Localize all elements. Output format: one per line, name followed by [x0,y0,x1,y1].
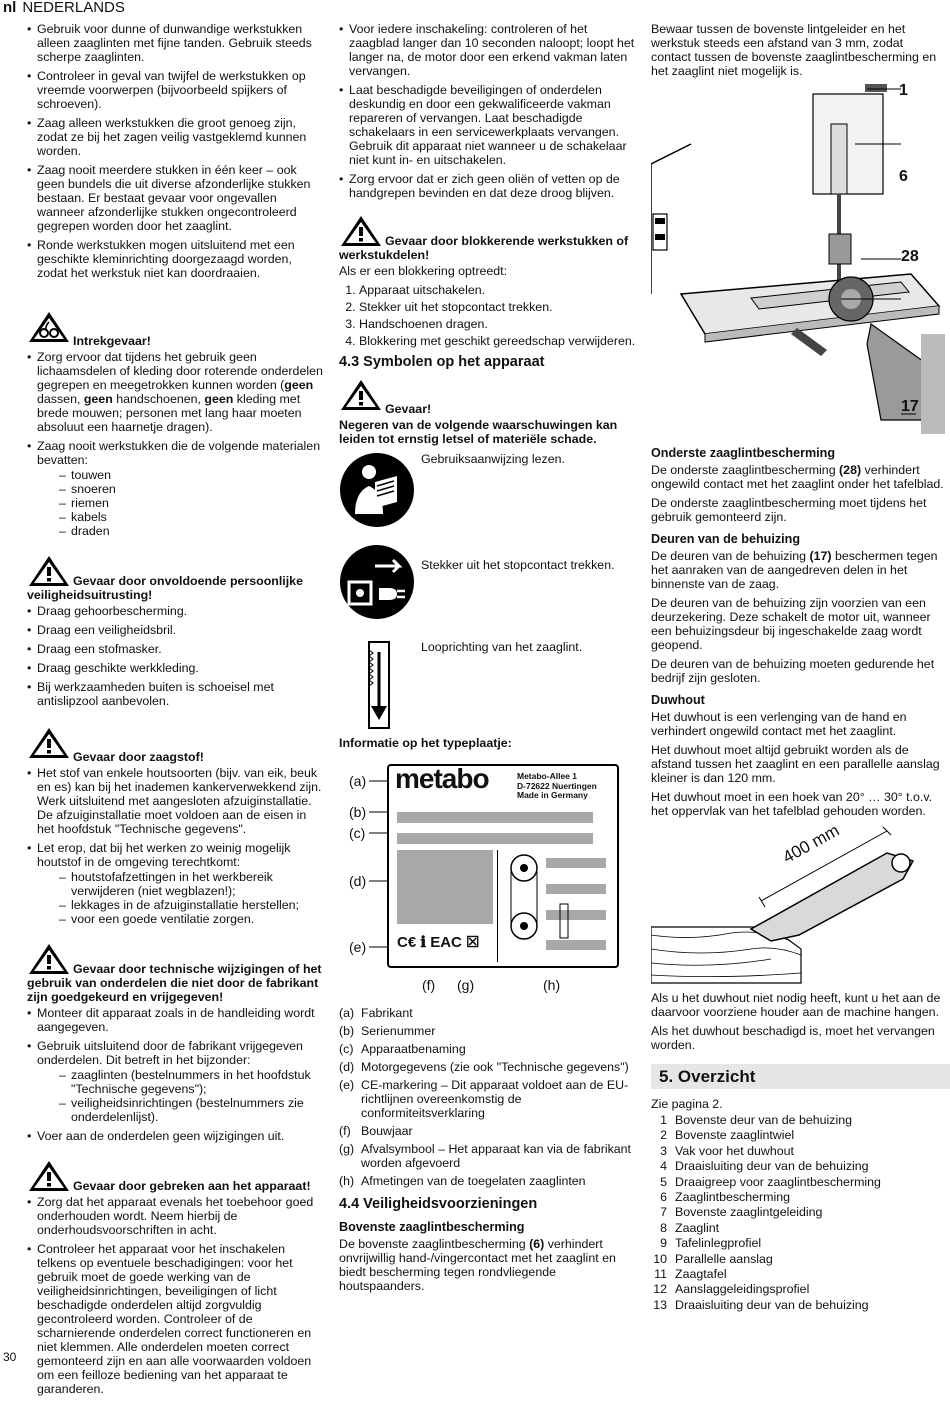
list-item: • Zaag nooit meerdere stukken in één keer – ook geen bundels die uit diverse afzonderlijke stukken bestaan. Er bestaat gevaar voor ongevallen wanneer afzonderlijke stukken ongecontroleerd gegrepen worden door het zaaglint. [27,163,324,233]
doors-text-3: De deuren van de behuizing moeten gedurende het bedrijf zijn gesloten. [651,657,935,685]
motor-data-field [397,850,493,924]
symbol-read-manual [339,452,636,544]
read-manual-icon [339,452,415,528]
list-item: • Let erop, dat bij het werken zo weinig mogelijk houtstof in de omgeving terechtkomt: – houtstofafzettingen in het werkbereik verwijderen (niet wegblazen!); – lekkages in de afzuiginstallatie herstellen; – voor een goede ventilatie zorgen. [27,841,324,926]
column-3 [651,22,945,1313]
symbol-read-manual-text: Gebruiksaanwijzing lezen. [421,452,565,466]
push-stick-text-3: Het duwhout moet in een hoek van 20° … 30° t.o.v. het oppervlak van het tafelblad gehouden worden. [651,790,933,818]
serial-field [397,812,593,823]
overview-item: 10 Parallelle aanslag [653,1251,773,1266]
push-stick-dimension: 400 mm [779,820,843,867]
plate-label-f: (f) [422,977,436,993]
tech-change-hazard-heading [27,942,324,1004]
sub-item: – veiligheidsinrichtingen (bestelnummers zie onderdelenlijst). [59,1096,324,1124]
overview-item: 13 Draaisluiting deur van de behuizing [653,1297,869,1312]
list-item: • Draag gehoorbescherming. [27,604,324,618]
warning-triangle-icon [339,378,383,412]
type-plate-heading: Informatie op het typeplaatje: [339,736,512,750]
overview-list [651,1113,945,1312]
defect-hazard-heading [27,1159,324,1193]
column-1 [27,22,324,1401]
materials-list [37,468,324,538]
blocking-hazard-title: Gevaar door blokkerende werkstukken of werkstukdelen! [339,234,629,262]
lower-guard-note: De onderste zaaglintbescherming moet tijdens het gebruik gemonteerd zijn. [651,496,927,524]
warning-triangle-icon [27,726,71,760]
device-name-field [397,833,593,844]
lang-code: nl [3,0,17,16]
doors-text-1: De deuren van de behuizing (17) beschermen tegen het aanraken van de aangedreven delen in het binnenste van de zaag. [651,549,938,591]
doors-text-2: De deuren van de behuizing zijn voorzien van een deurzekering. Deze schakelt de motor uit, wanneer een behuizingsdeur bij ingeschakelde zaag wordt geopend. [651,596,931,652]
list-item: • Het stof van enkele houtsoorten (bijv. van eik, beuk en es) kan bij het inademen kankerverwekkend zijn. Werk uitsluitend met aangesloten afzuiginstallatie. De afzuiginstallatie moet voldoen aan de eisen in het hoofdstuk "Technische gegevens". [27,766,324,836]
danger-title: Gevaar! [385,402,432,416]
push-stick-heading: Duwhout [651,693,705,707]
upper-guard-heading: Bovenste zaaglintbescherming [339,1220,525,1234]
overview-item: 5 Draaigreep voor zaaglintbescherming [660,1174,881,1189]
symbol-unplug [339,544,636,640]
list-item: • Zaag alleen werkstukken die groot genoeg zijn, zodat ze bij het zagen veilig vastgeklemd kunnen worden. [27,116,324,158]
push-stick-illustration [651,820,945,991]
switch-check-list [339,22,636,200]
legend-item: (d) Motorgegevens (zie ook "Technische gegevens") [339,1060,629,1074]
language-name: NEDERLANDS [22,0,125,16]
plate-brand: metabo [395,763,489,794]
dust-sublist [37,870,324,926]
blade-dimensions-area [497,850,612,962]
intake-hazard-list [27,350,324,538]
unplug-icon [339,544,415,620]
list-item: • Draag geschikte werkkleding. [27,661,324,675]
callout-1: 1 [899,82,908,99]
list-item: • Zorg ervoor dat tijdens het gebruik geen lichaamsdelen of kleding door roterende onderdelen gegrepen en meegetrokken kunnen worden (geen dassen, geen handschoenen, geen kleding met brede mouwen; personen met lang haar moeten absoluut een haarnetje dragen). [27,350,324,434]
section-4-3-heading: 4.3 Symbolen op het apparaat [339,354,545,370]
overview-item: 1 Bovenste deur van de behuizing [660,1113,853,1127]
dust-list [27,766,324,926]
lower-guard-text: De onderste zaaglintbescherming (28) verhindert ongewild contact met het zaaglint onder het tafelblad. [651,463,944,491]
list-item: • Gebruik voor dunne of dunwandige werkstukken alleen zaaglinten met fijne tanden. Gebruik steeds scherpe zaaglinten. [27,22,324,64]
list-item: • Zaag nooit werkstukken die de volgende materialen bevatten: – touwen – snoeren – riemen – kabels – draden [27,439,324,538]
tech-sublist [37,1068,324,1124]
push-stick-text-2: Het duwhout moet altijd gebruikt worden als de afstand tussen het zaaglint en een parallelle aanslag kleiner is dan 120 mm. [651,743,940,785]
list-item: • Voor iedere inschakeling: controleren of het zaagblad langer dan 10 seconden naloopt; loopt het langer na, de motor door een erkend vakman laten vervangen. [339,22,636,78]
sub-item: – zaaglinten (bestelnummers in het hoofdstuk "Technische gegevens"); [59,1068,324,1096]
overview-item: 12 Aanslaggeleidingsprofiel [653,1282,810,1297]
legend-item: (h) Afmetingen van de toegelaten zaaglinten [339,1174,586,1188]
type-plate [387,764,619,968]
intake-hazard-title: Intrekgevaar! [73,334,151,348]
warning-triangle-icon [339,214,383,248]
page-header [3,0,125,16]
sub-item: – lekkages in de afzuiginstallatie herstellen; [59,898,324,912]
overview-item: 4 Draaisluiting deur van de behuizing [660,1159,869,1174]
dust-hazard-title: Gevaar door zaagstof! [73,750,204,764]
legend-item: (f) Bouwjaar [339,1124,413,1138]
ppe-list [27,604,324,708]
section-5-heading: 5. Overzicht [651,1064,950,1089]
upper-guard-text: De bovenste zaaglintbescherming (6) verhindert onvrijwillig hand-/vingercontact met het zaaglint en biedt bescherming tegen rondvliegende houtspaanders. [339,1237,616,1293]
defect-hazard-title: Gevaar door gebreken aan het apparaat! [73,1179,311,1193]
list-item: • Voer aan de onderdelen geen wijzigingen uit. [27,1129,324,1143]
lower-guard-heading: Onderste zaaglintbescherming [651,446,836,460]
see-page-note: Zie pagina 2. [651,1097,723,1111]
plate-label-e: (e) [349,939,367,955]
overview-item: 9 Tafelinlegprofiel [660,1236,762,1251]
ce-marking: C€ ℹ EAC ☒ [397,934,480,951]
list-item: • Controleer in geval van twijfel de werkstukken op vreemde voorwerpen (bijvoorbeeld spijkers of schroeven). [27,69,324,111]
tech-change-hazard-title: Gevaar door technische wijzigingen of het gebruik van onderdelen die niet door de fabrikant zijn goedgekeurd en vrijgegeven! [27,962,322,1004]
warning-triangle-icon [27,942,71,976]
legend-item: (c) Apparaatbenaming [339,1042,466,1056]
callout-6: 6 [899,168,908,185]
material-item: – kabels [59,510,324,524]
legend-item: (e) CE-markering – Dit apparaat voldoet aan de EU-richtlijnen overeenkomstig de conformiteitsverklaring [339,1078,629,1120]
plate-label-a: (a) [349,773,367,789]
defect-list [27,1195,324,1396]
list-item: • Draag een stofmasker. [27,642,324,656]
plate-label-g: (g) [457,977,475,993]
overview-item: 7 Bovenste zaaglintgeleiding [660,1205,823,1220]
page-number: 30 [3,1350,17,1364]
list-item: • Draag een veiligheidsbril. [27,623,324,637]
push-stick-text-5: Als het duwhout beschadigd is, moet het vervangen worden. [651,1024,935,1052]
list-item: • Zorg dat het apparaat evenals het toebehoor goed onderhouden wordt. Neem hierbij de onderhoudsvoorschriften in acht. [27,1195,324,1237]
overview-item: 8 Zaaglint [660,1220,720,1235]
tech-change-list [27,1006,324,1143]
gap-instruction: Bewaar tussen de bovenste lintgeleider en het werkstuk steeds een afstand van 3 mm, zodat contact tussen de bovenste zaaglintbescherming en het zaaglint niet mogelijk is. [651,22,937,78]
list-item: • Gebruik uitsluitend door de fabrikant vrijgegeven onderdelen. Dit betreft in het bijzonder: – zaaglinten (bestelnummers in het hoofdstuk "Technische gegevens"); – veiligheidsinrichtingen (bestelnummers zie onderdelenlijst). [27,1039,324,1124]
section-4-4-heading: 4.4 Veiligheidsvoorzieningen [339,1196,538,1212]
legend-item: (a) Fabrikant [339,1006,413,1020]
step-item: 4. Blokkering met geschikt gereedschap verwijderen. [359,334,636,348]
list-item: • Ronde werkstukken mogen uitsluitend met een geschikte kleminrichting doorgezaagd worden, zodat het werkstuk niet kan doordraaien. [27,238,324,280]
blade-direction-icon [367,640,427,732]
overview-item: 3 Vak voor het duwhout [660,1143,794,1158]
list-item: • Bij werkzaamheden buiten is schoeisel met antislipzool aanbevolen. [27,680,324,708]
legend-item: (b) Serienummer [339,1024,436,1038]
danger-heading [339,378,636,416]
legend-item: (g) Afvalsymbool – Het apparaat kan via de fabrikant worden afgevoerd [339,1142,631,1170]
step-item: 2. Stekker uit het stopcontact trekken. [359,300,636,314]
blocking-hazard-heading [339,214,636,262]
sub-item: – voor een goede ventilatie zorgen. [59,912,324,926]
blocking-intro: Als er een blokkering optreedt: [339,264,508,278]
blocking-steps [339,283,636,348]
overview-item: 11 Zaagtafel [654,1266,727,1281]
doors-heading: Deuren van de behuizing [651,532,801,546]
list-item: • Zorg ervoor dat er zich geen oliën of vetten op de handgrepen bevinden en dat deze droog blijven. [339,172,636,200]
symbol-unplug-text: Stekker uit het stopcontact trekken. [421,558,615,572]
ppe-hazard-title: Gevaar door onvoldoende persoonlijke veiligheidsuitrusting! [27,574,303,602]
list-item: • Controleer het apparaat voor het inschakelen telkens op eventuele beschadigingen: voor het gebruik moet de goede werking van de veiligheidsinrichtingen, beveiligingen of licht beschadigde onderdelen altijd zorgvuldig gecontroleerd worden. Controleer of de scharnierende onderdelen correct functioneren en niet klemmen. Alle onderdelen moeten correct gemonteerd zijn en aan alle voorwaarden voldoen om een feilloze bediening van het apparaat te garanderen. [27,1242,324,1396]
warning-triangle-icon [27,1159,71,1193]
plate-label-c: (c) [349,825,366,841]
symbol-blade-direction [339,640,636,732]
list-item: • Monteer dit apparaat zoals in de handleiding wordt aangegeven. [27,1006,324,1034]
material-item: – snoeren [59,482,324,496]
saw-wheels-icon [498,850,612,962]
step-item: 3. Handschoenen dragen. [359,317,636,331]
callout-28: 28 [901,248,919,265]
dust-hazard-heading [27,726,324,764]
plate-address: Metabo-Allee 1 D-72622 Nuertingen Made in Germany [517,771,597,800]
callout-17: 17 [901,398,919,415]
plate-legend [339,1006,636,1188]
warning-triangle-icon [27,554,71,588]
material-item: – draden [59,524,324,538]
push-stick-text-1: Het duwhout is een verlenging van de hand en verhindert ongewild contact met het zaaglint. [651,710,907,738]
ppe-hazard-heading [27,554,324,602]
list-item: • Laat beschadigde beveiligingen of onderdelen deskundig en door een gekwalificeerde vakman repareren of vervangen. Laat beschadigde schakelaars in een servicewerkplaats vervangen. Gebruik dit apparaat niet wanneer u de schakelaar niet kunt in- en uitschakelen. [339,83,636,167]
column-2 [339,22,636,1298]
workpiece-rules-list [27,22,324,280]
material-item: – riemen [59,496,324,510]
sub-item: – houtstofafzettingen in het werkbereik verwijderen (niet wegblazen!); [59,870,324,898]
danger-text: Negeren van de volgende waarschuwingen kan leiden tot ernstig letsel of materiële schade. [339,418,618,446]
entanglement-warning-icon [27,310,71,344]
push-stick-text-4: Als u het duwhout niet nodig heeft, kunt u het aan de daarvoor voorziene houder aan de machine hangen. [651,991,941,1019]
symbol-blade-direction-text: Looprichting van het zaaglint. [421,640,583,654]
plate-label-h: (h) [543,977,561,993]
step-item: 1. Apparaat uitschakelen. [359,283,636,297]
plate-label-d: (d) [349,873,367,889]
material-item: – touwen [59,468,324,482]
intake-hazard-heading [27,310,324,348]
plate-label-b: (b) [349,804,367,820]
bandsaw-illustration [651,84,945,440]
type-plate-figure [339,764,636,996]
overview-item: 2 Bovenste zaaglintwiel [660,1128,795,1143]
overview-item: 6 Zaaglintbescherming [660,1189,791,1204]
